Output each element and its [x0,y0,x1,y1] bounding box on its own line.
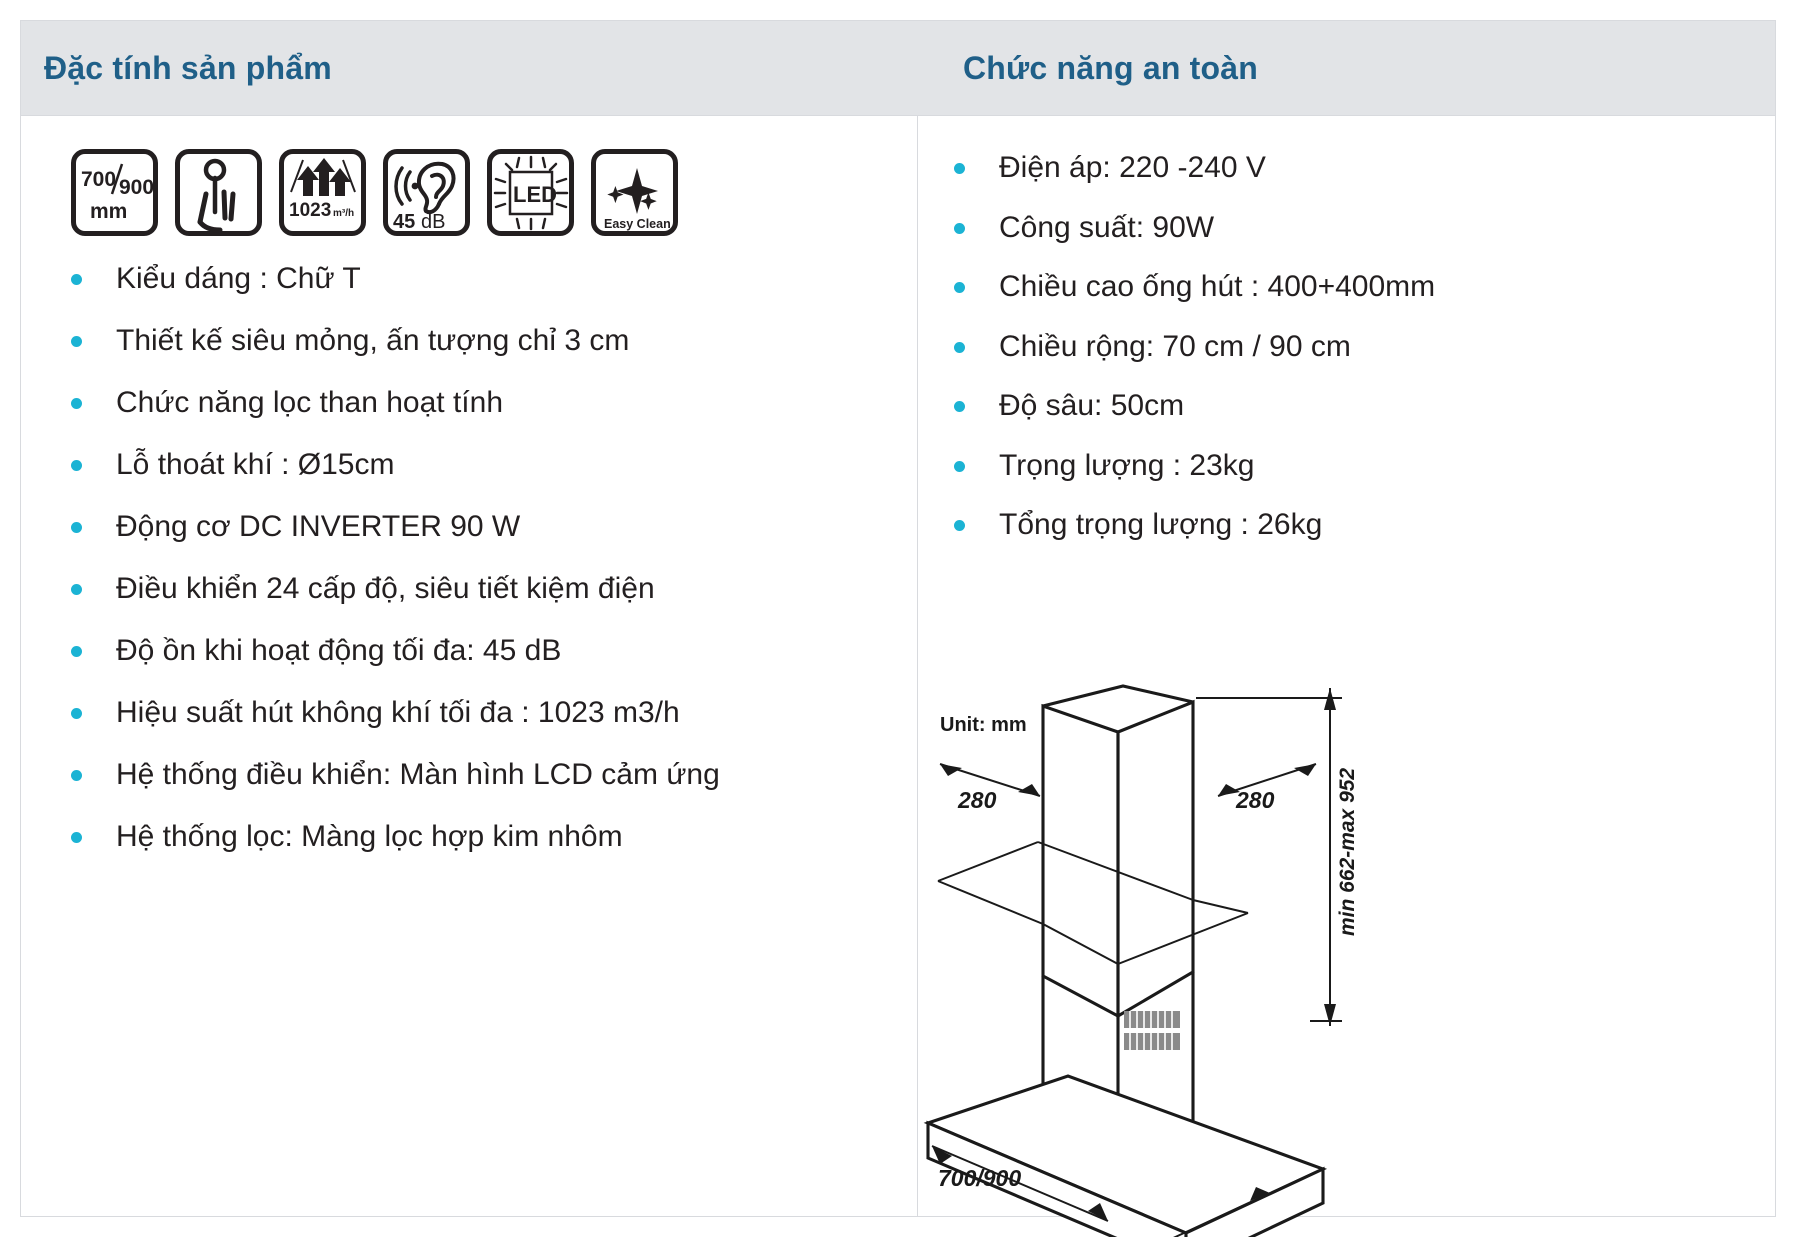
product-features-panel [21,116,918,1216]
list-item [71,384,917,422]
led-label: LED [512,181,557,207]
feature-text: Động cơ DC INVERTER 90 W [116,510,521,543]
list-item [71,446,917,484]
bullet-dot-icon [954,163,965,174]
list-item [954,328,1775,366]
panel-body [21,116,1775,1216]
spec-text: Điện áp: 220 -240 V [999,151,1266,184]
left-panel-header [21,21,918,115]
vent-grille-icon [1124,1011,1180,1050]
bullet-dot-icon [954,282,965,293]
right-panel-title: Chức năng an toàn [963,49,1259,86]
spec-text: Chiều cao ống hút : 400+400mm [999,270,1436,303]
bullet-dot-icon [954,401,965,412]
list-item [71,322,917,360]
bullet-dot-icon [954,461,965,472]
range-hood-dimension-diagram [918,676,1778,1191]
noise-unit: dB [420,210,445,233]
product-feature-list [71,260,917,856]
right-panel-header [918,21,1775,115]
list-item [954,387,1775,425]
feature-text: Hệ thống lọc: Màng lọc hợp kim nhôm [116,820,623,853]
bullet-dot-icon [71,398,82,409]
feature-text: Điều khiển 24 cấp độ, siêu tiết kiệm điện [116,572,655,605]
dimension-drawing [918,676,1775,1191]
bullet-dot-icon [71,460,82,471]
left-panel-title: Đặc tính sản phẩm [44,49,332,86]
spec-card [20,20,1776,1217]
bullet-dot-icon [954,520,965,531]
safety-spec-list [954,149,1775,544]
list-item [954,149,1775,187]
list-item [71,570,917,608]
feature-text: Chức năng lọc than hoạt tính [116,386,504,419]
list-item [71,632,917,670]
bullet-dot-icon [71,336,82,347]
feature-icon-strip [71,149,917,236]
list-item [71,508,917,546]
dim-width-label: 700/900 [938,1165,1022,1191]
bullet-dot-icon [71,522,82,533]
spec-text: Chiều rộng: 70 cm / 90 cm [999,329,1351,363]
list-item [954,506,1775,544]
list-item [954,209,1775,247]
list-item [954,447,1775,485]
safety-functions-panel [918,116,1775,1216]
list-item [71,260,917,298]
noise-value: 45 [392,210,415,233]
unit-label: Unit: mm [940,714,1027,736]
list-item [954,268,1775,306]
feature-text: Độ ồn khi hoạt động tối đa: 45 dB [116,634,562,667]
led-light-icon [487,149,574,236]
easy-clean-label: Easy Clean [603,216,671,231]
feature-text: Lỗ thoát khí : Ø15cm [116,448,395,481]
spec-text: Tổng trọng lượng : 26kg [999,508,1323,541]
bullet-dot-icon [954,223,965,234]
airflow-unit: m³/h [332,207,354,219]
noise-45db-icon [383,149,470,236]
panel-headers [21,21,1775,116]
size-icon-line3: mm [89,199,127,223]
spec-text: Trọng lượng : 23kg [999,448,1255,482]
bullet-dot-icon [71,274,82,285]
list-item [71,818,917,856]
easy-clean-icon [591,149,678,236]
list-item [71,756,917,794]
list-item [71,694,917,732]
airflow-1023-icon [279,149,366,236]
size-700-900-mm-icon [71,149,158,236]
bullet-dot-icon [71,770,82,781]
touch-control-icon [175,149,262,236]
airflow-value: 1023 [288,199,331,221]
bullet-dot-icon [71,832,82,843]
feature-text: Hệ thống điều khiển: Màn hình LCD cảm ứng [116,758,720,791]
bullet-dot-icon [71,646,82,657]
feature-text: Hiệu suất hút không khí tối đa : 1023 m3/h [116,696,680,729]
dim-right-label: 280 [1236,787,1275,813]
spec-text: Công suất: 90W [999,210,1215,244]
dim-height-label: min 662-max 952 [1336,767,1359,936]
bullet-dot-icon [954,342,965,353]
spec-text: Độ sâu: 50cm [999,389,1185,422]
feature-text: Kiểu dáng : Chữ T [116,262,361,295]
size-icon-line2: 900 [118,175,154,199]
size-icon-line1: 700 [80,167,116,191]
dim-left-label: 280 [958,787,997,813]
feature-text: Thiết kế siêu mỏng, ấn tượng chỉ 3 cm [116,324,630,357]
bullet-dot-icon [71,708,82,719]
bullet-dot-icon [71,584,82,595]
